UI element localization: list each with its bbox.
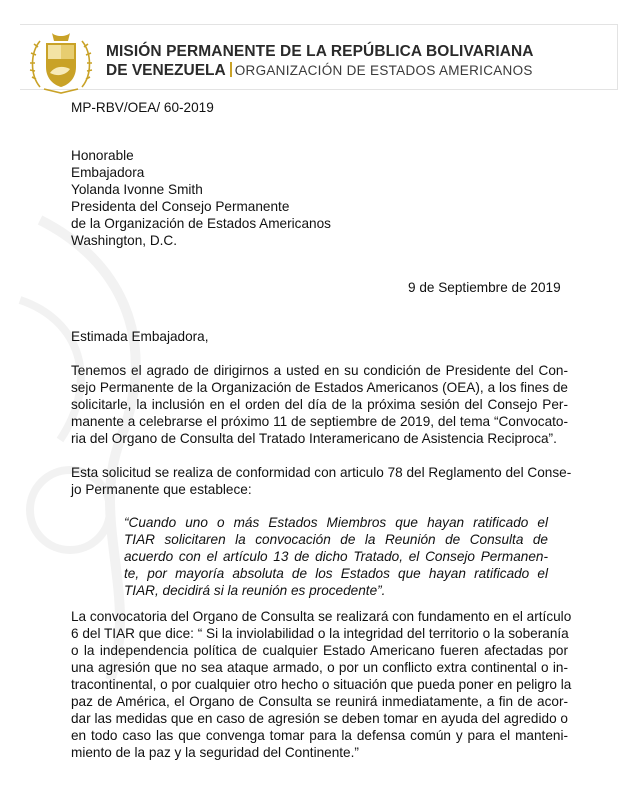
reference-number: MP-RBV/OEA/ 60-2019 [71, 100, 214, 115]
paragraph-line: paz de América, el Organo de Consulta se reunirá inmediatamente, a fin de acor- [71, 694, 568, 709]
letterhead-title-line2 [106, 62, 533, 80]
paragraph-line: sejo Permanente de la Organización de Estados Americanos (OEA), a los fines de [71, 380, 568, 395]
paragraph-line: miento de la paz y la seguridad del Continente.” [71, 745, 359, 760]
paragraph-article-6 [71, 608, 572, 761]
paragraph-line: o la independencia política de cualquier Estado Americano fueren afectadas por [71, 643, 568, 658]
paragraph-line: una agresión que no sea ataque armado, o por un conflicto extra continental o in- [71, 660, 568, 675]
coat-of-arms-icon [26, 29, 96, 99]
quote-line: TIAR, decidirá si la reunión es procedente”. [124, 583, 386, 598]
addressee-line: de la Organización de Estados Americanos [71, 216, 331, 231]
paragraph-line: jo Permanente que establece: [71, 482, 252, 497]
addressee-line: Yolanda Ivonne Smith [71, 182, 203, 197]
addressee-line: Washington, D.C. [71, 233, 178, 248]
paragraph-line: dar las medidas que en caso de agresión se deben tomar en ayuda del agredido o [71, 711, 568, 726]
quote-line: TIAR solicitaren la convocación de la Reunión de Consulta de [124, 532, 548, 547]
letterhead-title-line1: MISIÓN PERMANENTE DE LA REPÚBLICA BOLIVARIANA [106, 43, 534, 60]
paragraph-line: manente a celebrarse el próximo 11 de septiembre de 2019, del tema “Convocato- [71, 414, 568, 429]
paragraph-line: ria del Organo de Consulta del Tratado Interamericano de Asistencia Reciproca”. [71, 431, 557, 446]
paragraph-line: Tenemos el agrado de dirigirnos a usted en su condición de Presidente del Con- [71, 363, 568, 378]
addressee-line: Honorable [71, 148, 134, 163]
paragraph-line: solicitarle, la inclusión en el orden del día de la próxima sesión del Consejo Per- [71, 397, 568, 412]
salutation: Estimada Embajadora, [71, 329, 209, 344]
addressee-line: Embajadora [71, 165, 145, 180]
letterhead-country: DE VENEZUELA [106, 62, 226, 79]
letter-date: 9 de Septiembre de 2019 [408, 280, 561, 295]
paragraph-line: en todo caso las que convenga tomar para la defensa común y para el manteni- [71, 728, 568, 743]
paragraph-legal-basis [71, 464, 572, 498]
paragraph-line: Esta solicitud se realiza de conformidad con articulo 78 del Reglamento del Conse- [71, 465, 572, 480]
quote-line: “Cuando uno o más Estados Miembros que hayan ratificado el [124, 515, 548, 530]
quoted-article-78 [124, 514, 548, 599]
quote-line: acuerdo con el artículo 13 de dicho Tratado, el Consejo Permanen- [124, 549, 548, 564]
letterhead-divider [230, 62, 232, 77]
paragraph-line: tracontinental, o por cualquier otro hecho o situación que pueda poner en peligro la [71, 677, 572, 692]
addressee-line: Presidenta del Consejo Permanente [71, 199, 290, 214]
quote-line: te, por mayoría absoluta de los Estados que hayan ratificado el [124, 566, 548, 581]
letterhead [20, 24, 618, 90]
paragraph-request [71, 362, 568, 447]
letterhead-organization: ORGANIZACIÓN DE ESTADOS AMERICANOS [234, 63, 533, 78]
paragraph-line: La convocatoria del Organo de Consulta se realizará con fundamento en el artículo [71, 609, 572, 624]
paragraph-line: 6 del TIAR que dice: “ Si la inviolabilidad o la integridad del territorio o la soberanía [71, 626, 569, 641]
addressee-block [71, 147, 331, 249]
